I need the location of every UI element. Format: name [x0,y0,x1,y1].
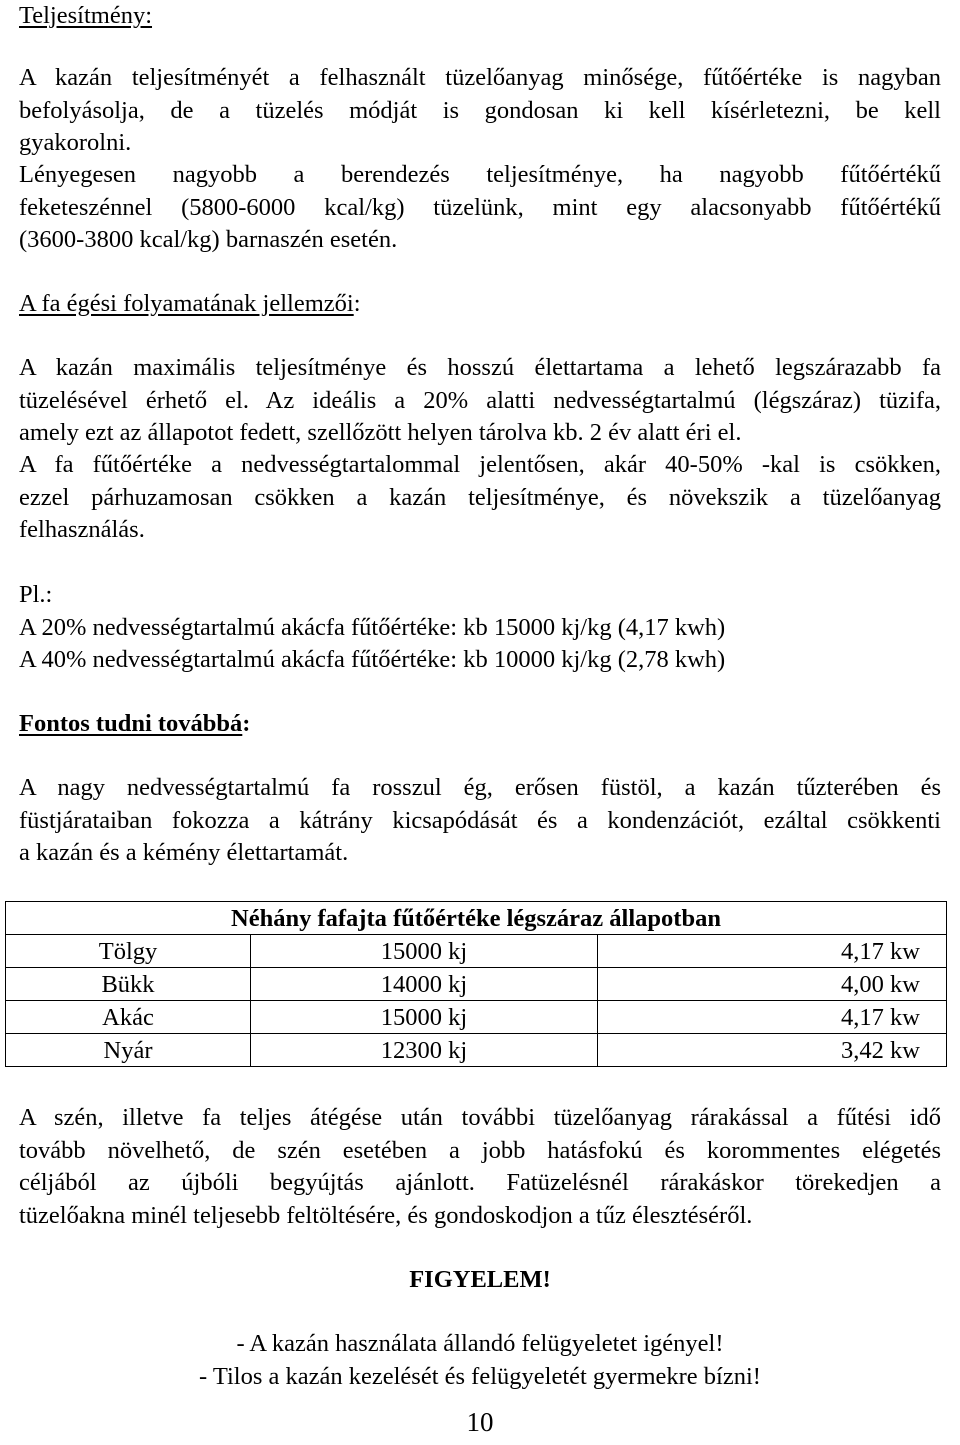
heading-text: Fontos tudni továbbá [19,710,243,737]
kj-value-cell: 14000 kj [251,968,598,1001]
table-row [6,968,947,1001]
text-line: A kazán maximális teljesítménye és hosszú élettartama a lehető legszárazabb fa [19,354,941,381]
kj-value-cell: 15000 kj [251,1001,598,1034]
kw-value-cell: 4,17 kw [598,1001,947,1034]
text-line: gyakorolni. [19,129,132,156]
paragraph-fontos [19,772,941,870]
wood-heating-value-table [5,901,947,1067]
text-line: tüzelésével érhető el. Az ideális a 20% alatti nedvességtartalmú (légszáraz) tüzifa, [19,386,941,414]
text-line: amely ezt az állapotot fedett, szellőzött helyen tárolva kb. 2 év alatt éri el. [19,419,742,446]
kj-value-cell: 15000 kj [251,935,598,968]
kw-value-cell: 4,00 kw [598,968,947,1001]
section-heading-teljesitmeny [19,0,941,33]
warning-item: - Tilos a kazán kezelését és felügyeletét gyermekre bízni! [199,1362,761,1390]
paragraph-fa-2 [19,449,941,547]
text-line: ezzel párhuzamosan csökken a kazán teljesítménye, és növekszik a tüzelőanyag [19,483,941,511]
text-line: A kazán teljesítményét a felhasznált tüzelőanyag minősége, fűtőértéke is nagyban [19,64,941,91]
heading-text: Teljesítmény: [19,2,153,29]
paragraph-fa-1 [19,352,941,450]
kj-value-cell: 12300 kj [251,1034,598,1067]
wood-type-cell: Tölgy [6,935,251,968]
warning-item: - A kazán használata állandó felügyeletet igényel! [236,1330,724,1357]
text-line: tüzelőakna minél teljesebb feltöltésére, és gondoskodjon a tűz élesztéséről. [19,1201,753,1229]
kw-value-cell: 3,42 kw [598,1034,947,1067]
table-row [6,935,947,968]
text-line: füstjárataiban fokozza a kátrány kicsapódását és a kondenzációt, ezáltal csökkenti [19,806,941,834]
paragraph-teljesitmeny-1 [19,62,941,160]
table-row [6,1001,947,1034]
wood-type-cell: Akác [6,1001,251,1034]
text-line: A szén, illetve fa teljes átégése után további tüzelőanyag rárakással a fűtési idő [19,1104,941,1131]
text-line: A nagy nedvességtartalmú fa rosszul ég, erősen füstöl, a kazán tűzterében és [19,774,941,801]
paragraph-atteges [19,1102,941,1232]
paragraph-teljesitmeny-2 [19,159,941,257]
kw-value-cell: 4,17 kw [598,935,947,968]
text-line: feketeszénnel (5800-6000 kcal/kg) tüzelünk, mint egy alacsonyabb fűtőértékű [19,193,941,221]
table-row [6,1034,947,1067]
table-header-row [6,902,947,935]
table-title: Néhány fafajta fűtőértéke légszáraz állapotban [6,902,947,935]
example-label: Pl.: [19,581,53,608]
text-line: a kazán és a kémény élettartamát. [19,839,349,866]
text-line: (3600-3800 kcal/kg) barnaszén esetén. [19,226,398,253]
text-line: tovább növelhető, de szén esetében a jobb hatásfokú és korommentes elégetés [19,1136,941,1164]
text-line: befolyásolja, de a tüzelés módját is gondosan ki kell kísérletezni, be kell [19,96,941,124]
text-line: A fa fűtőértéke a nedvességtartalommal jelentősen, akár 40-50% -kal is csökken, [19,451,941,478]
text-line: Lényegesen nagyobb a berendezés teljesítménye, ha nagyobb fűtőértékű [19,161,941,188]
wood-type-cell: Bükk [6,968,251,1001]
heading-colon: : [242,710,251,737]
example-line: A 40% nedvességtartalmú akácfa fűtőértéke: kb 10000 kj/kg (2,78 kwh) [19,646,726,673]
heading-text: A fa égési folyamatának jellemzői [19,290,354,317]
page-number: 10 [466,1407,494,1437]
example-block [19,579,941,677]
warning-title: FIGYELEM! [409,1266,551,1293]
example-line: A 20% nedvességtartalmú akácfa fűtőértéke: kb 15000 kj/kg (4,17 kwh) [19,613,726,641]
section-heading-fontos [19,708,941,741]
heading-colon: : [353,290,361,317]
section-heading-fa-egesi [19,288,941,321]
wood-type-cell: Nyár [6,1034,251,1067]
text-line: céljából az újbóli begyújtás ajánlott. Fatüzelésnél rárakáskor törekedjen a [19,1169,941,1196]
text-line: felhasználás. [19,516,145,543]
warning-list [19,1328,941,1393]
